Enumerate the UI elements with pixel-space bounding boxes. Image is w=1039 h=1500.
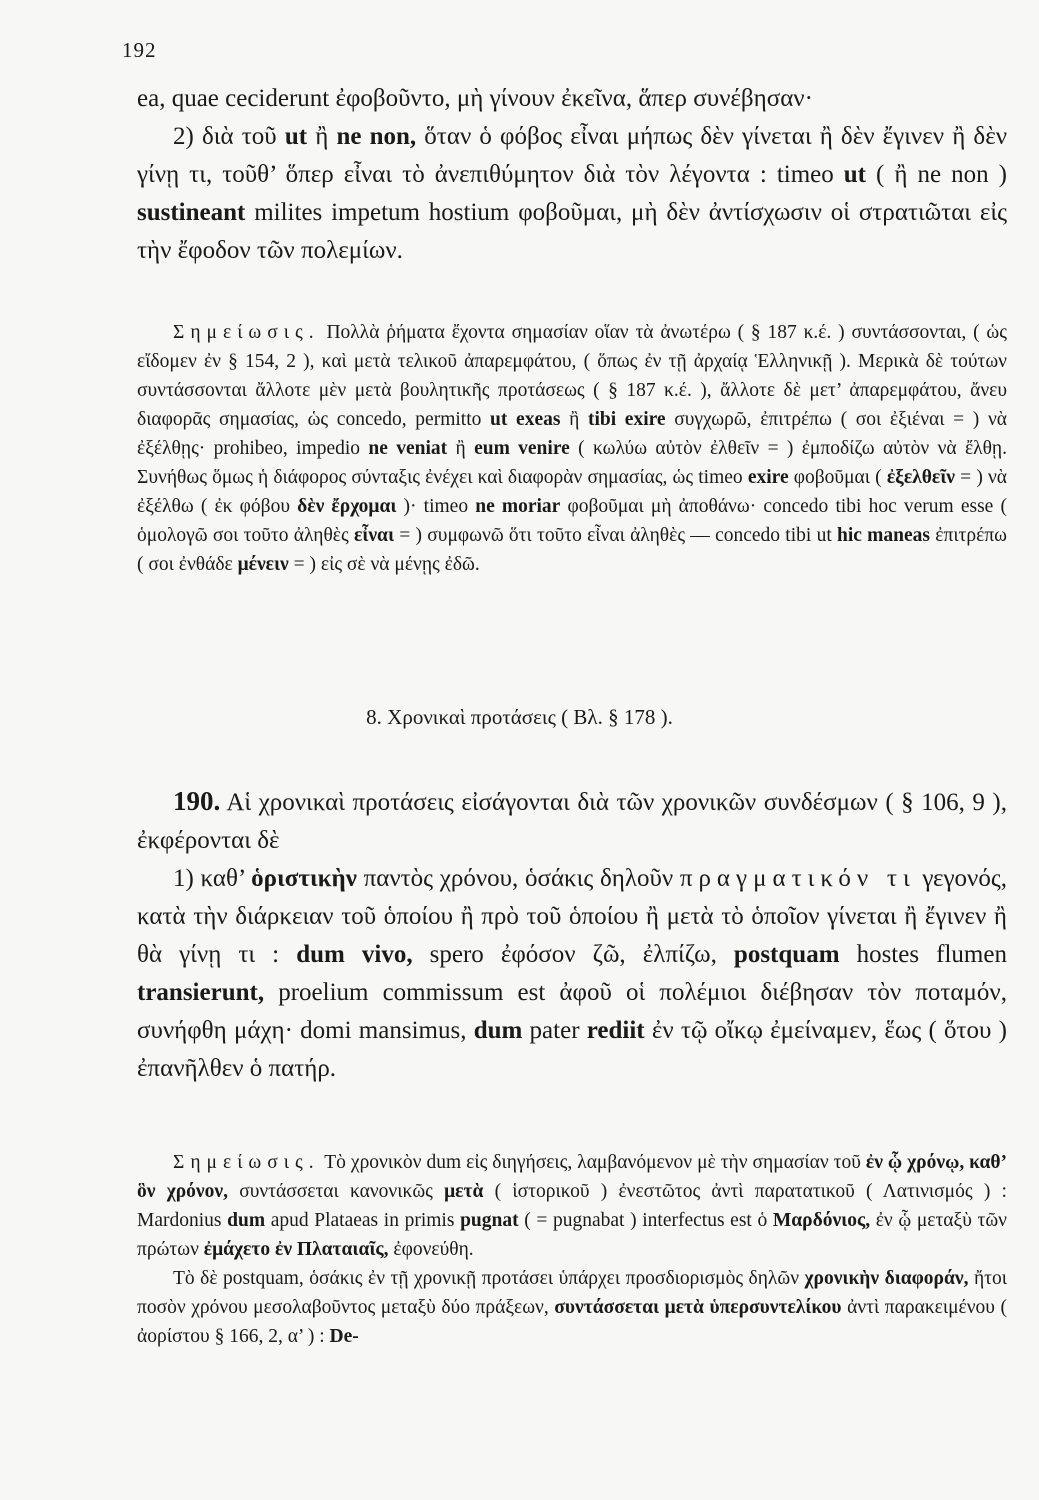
bold-term: Μαρδόνιος, (772, 1210, 871, 1231)
paragraph-intro (137, 80, 1007, 270)
bold-term: De- (329, 1326, 359, 1347)
text-run: )· timeo (396, 496, 476, 517)
text-run: apud Plataeas in primis (265, 1210, 461, 1231)
note-paragraph-2 (137, 1148, 1007, 1351)
page-number: 192 (122, 38, 157, 62)
text-run: συγχωρῶ, ἐπιτρέπω ( σοι ἐξιέναι = ) νὰ ἐξέλθῃς· prohibeo, impedio (137, 409, 1007, 459)
text-run: milites impetum hostium φοβοῦμαι, μὴ δὲν ἀντίσχωσιν οἱ στρατιῶται εἰς τὴν ἔφοδον τῶν πολεμίων. (137, 199, 1007, 264)
bold-term: transierunt, (137, 979, 265, 1006)
text-run: ἢ (560, 409, 588, 430)
text-run: ἢ (307, 123, 337, 150)
text-run: ( ἢ ne non ) (866, 161, 1007, 188)
bold-term: ut (284, 123, 308, 150)
text-run: = ) συμφωνῶ ὅτι τοῦτο εἶναι ἀληθὲς — concedo tibi ut (394, 525, 837, 546)
bold-term: exire (747, 467, 789, 488)
text-run: proelium commissum est ἀφοῦ οἱ πολέμιοι διέβησαν τὸν ποταμόν, συνήφθη μάχη· domi mansimus, (137, 979, 1007, 1044)
bold-term: ut exeas (490, 409, 561, 430)
text-run: hostes flumen (839, 941, 1007, 968)
text-run: φοβοῦμαι ( (788, 467, 887, 488)
text-run: ἀντὶ παρακειμένου ( ἀορίστου § 166, 2, α’ ) : (137, 1297, 1008, 1347)
note-label: Σημείωσις. (173, 322, 320, 343)
bold-term: dum (227, 1210, 266, 1231)
bold-term: εἶναι (353, 525, 394, 546)
text-run: 1) καθ’ (173, 865, 252, 892)
text-run: φοβοῦμαι μὴ ἀποθάνω· concedo tibi hoc verum esse ( ὁμολογῶ σοι τοῦτο ἀληθὲς (137, 496, 1007, 546)
text-run: Πολλὰ ῥήματα ἔχοντα σημασίαν οἵαν τὰ ἀνωτέρω ( § 187 κ.έ. ) συντάσσονται, ( ὡς εἴδομεν ἐν § 154, 2 ), καὶ μετὰ τελικοῦ ἀπαρεμφάτου, ( ὅπως ἐν τῇ ἀρχαίᾳ Ἑλληνικῇ ). Μερικὰ δὲ τούτων συντάσσονται ἄλλοτε μὲν μετὰ βουλητικῆς προτάσεως ( § 187 κ.έ. ), ἄλλοτε δὲ μετ’ ἀπαρεμφάτου, ἄνευ διαφορᾶς σημασίας, ὡς concedo, permitto (137, 322, 1007, 430)
bold-term: ne non, (336, 123, 417, 150)
bold-term: tibi exire (587, 409, 666, 430)
text-run: pater (522, 1017, 587, 1044)
bold-term: ἐμάχετο ἐν Πλαταιαῖς, (203, 1239, 389, 1260)
text-run: Τὸ χρονικὸν dum εἰς διηγήσεις, λαμβανόμενον μὲ τὴν σημασίαν τοῦ (319, 1152, 866, 1173)
text-run: συντάσσεται κανονικῶς (227, 1181, 445, 1202)
note-paragraph-1 (137, 318, 1007, 579)
bold-term: μένειν (237, 554, 289, 575)
bold-term: ut (843, 161, 867, 188)
bold-term: ne moriar (475, 496, 561, 517)
bold-term: pugnat (460, 1210, 519, 1231)
bold-term: συντάσσεται μετὰ ὑπερσυντελίκου (554, 1297, 842, 1318)
text-run: ἐν ᾧ μεταξὺ τῶν πρώτων (137, 1210, 1007, 1260)
text-run: ἢ (447, 438, 475, 459)
section-number: 190. (173, 786, 221, 816)
bold-term: hic maneas (837, 525, 931, 546)
bold-term: postquam (733, 941, 840, 968)
bold-term: ὁριστικὴν (251, 865, 357, 892)
bold-term: eum venire (474, 438, 570, 459)
text-run: ὅταν ὁ φόβος εἶναι μήπως δὲν γίνεται ἢ δὲν ἔγινεν ἢ δὲν γίνῃ τι, τοῦθ’ ὅπερ εἶναι τὸ ἀνεπιθύμητον διὰ τὸν λέγοντα : timeo (137, 123, 1007, 188)
spaced-term: πραγματικόν τι (679, 865, 916, 892)
bold-term: δὲν ἔρχομαι (297, 496, 397, 517)
rule-2-paragraph (137, 118, 1007, 270)
note-2-first (137, 1148, 1007, 1264)
text-run: ( ἱστορικοῦ ) ἐνεστῶτος ἀντὶ παρατατικοῦ ( Λατινισμός ) : Mardonius (137, 1181, 1007, 1231)
text-run: Τὸ δὲ postquam, ὁσάκις ἐν τῇ χρονικῇ προτάσει ὑπάρχει προσδιορισμὸς δηλῶν (173, 1268, 805, 1289)
bold-term: χρονικὴν διαφοράν, (804, 1268, 969, 1289)
note-label: Σημείωσις. (173, 1152, 320, 1173)
text-run: ( = pugnabat ) interfectus est ὁ (518, 1210, 773, 1231)
bold-term: rediit (586, 1017, 645, 1044)
text-run: ( κωλύω αὐτὸν ἐλθεῖν = ) ἐμποδίζω αὐτὸν νὰ ἔλθῃ. Συνήθως ὅμως ἡ διάφορος σύνταξις ἐνέχει καὶ διαφορὰν σημασίας, ὡς timeo (137, 438, 1008, 488)
section-190 (137, 782, 1007, 1088)
text-run: = ) εἰς σὲ νὰ μένῃς ἐδῶ. (288, 554, 480, 575)
text-run: = ) νὰ ἐξέλθω ( ἐκ φόβου (137, 467, 1007, 517)
bold-term: dum vivo, (296, 941, 413, 968)
section-190-intro (137, 782, 1007, 860)
section-heading: 8. Χρονικαὶ προτάσεις ( Βλ. § 178 ). (366, 705, 673, 729)
text-run: γεγονός, κατὰ τὴν διάρκειαν τοῦ ὁποίου ἢ πρὸ τοῦ ὁποίου ἢ μετὰ τὸ ὁποῖον γίνεται ἢ ἔγινεν ἢ θὰ γίνῃ τι : (137, 865, 1007, 968)
bold-term: sustineant (137, 199, 246, 226)
text-run: παντὸς χρόνου, ὁσάκις δηλοῦν (356, 865, 680, 892)
text-run: ἐν τῷ οἴκῳ ἐμείναμεν, ἕως ( ὅτου ) ἐπανῆλθεν ὁ πατήρ. (137, 1017, 1007, 1082)
intro-line: ea, quae ceciderunt ἐφοβοῦντο, μὴ γίνουν ἐκεῖνα, ἅπερ συνέβησαν· (137, 85, 813, 112)
text-run: ἐπιτρέπω ( σοι ἐνθάδε (137, 525, 1007, 575)
bold-term: ἐξελθεῖν (886, 467, 956, 488)
rule-1-paragraph (137, 860, 1007, 1088)
text-run: ἤτοι ποσὸν χρόνου μεσολαβοῦντος μεταξὺ δύο πράξεων, (137, 1268, 1007, 1318)
text-run: Αἱ χρονικαὶ προτάσεις εἰσάγονται διὰ τῶν χρονικῶν συνδέσμων ( § 106, 9 ), ἐκφέρονται δὲ (137, 789, 1007, 854)
text-run: ἐφονεύθη. (388, 1239, 474, 1260)
bold-term: μετὰ (444, 1181, 484, 1202)
text-run: spero ἐφόσον ζῶ, ἐλπίζω, (412, 941, 734, 968)
bold-term: ἐν ᾧ χρόνῳ, καθ’ ὃν χρόνον, (137, 1152, 1007, 1202)
bold-term: dum (473, 1017, 523, 1044)
text-run: 2) διὰ τοῦ (173, 123, 285, 150)
note-2-second (137, 1264, 1007, 1351)
bold-term: ne veniat (368, 438, 448, 459)
